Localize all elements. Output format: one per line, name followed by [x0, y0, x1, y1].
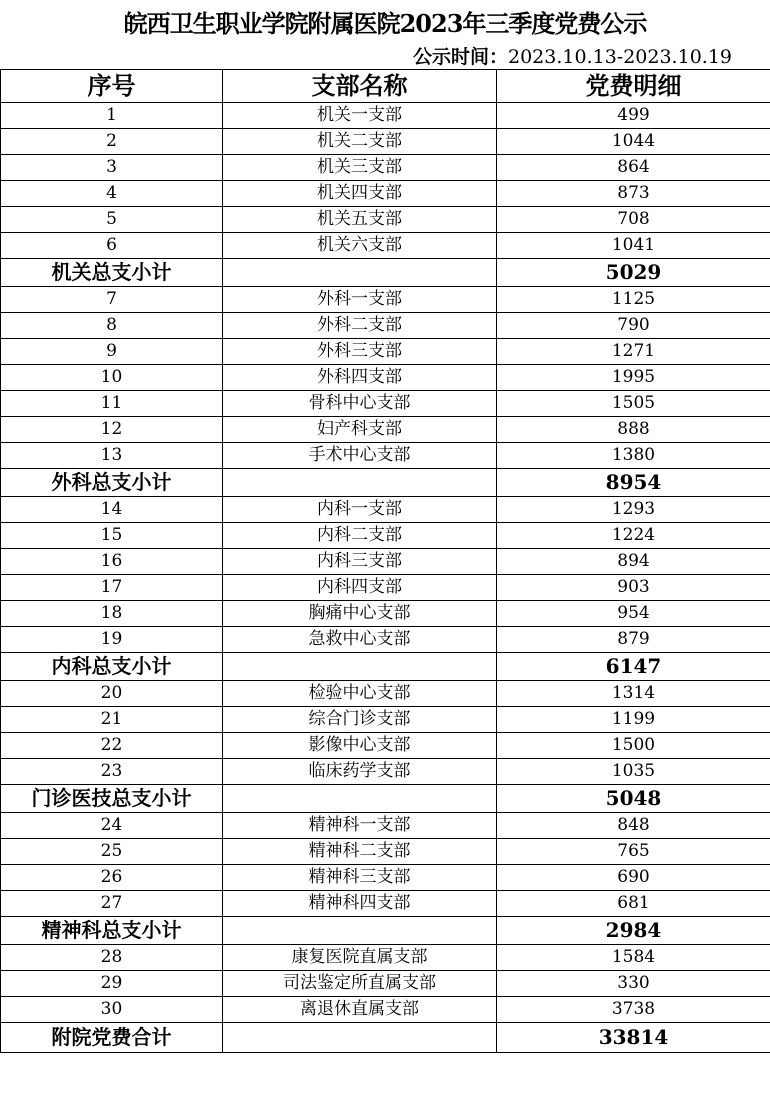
- row-number: 19: [1, 627, 223, 653]
- subtotal-row: [1, 917, 770, 945]
- subtotal-label: 精神科总支小计: [1, 917, 223, 945]
- row-number: 25: [1, 839, 223, 865]
- row-branch-name: 精神科一支部: [223, 813, 497, 839]
- table-row: [1, 313, 770, 339]
- table-header-row: [1, 70, 770, 103]
- row-number: 7: [1, 287, 223, 313]
- subtotal-amount: 5029: [497, 259, 770, 287]
- subtotal-amount: 5048: [497, 785, 770, 813]
- row-branch-name: 外科二支部: [223, 313, 497, 339]
- row-number: 17: [1, 575, 223, 601]
- row-number: 4: [1, 181, 223, 207]
- subtotal-amount: 6147: [497, 653, 770, 681]
- row-fee-amount: 765: [497, 839, 770, 865]
- subtotal-amount: 2984: [497, 917, 770, 945]
- row-fee-amount: 1380: [497, 443, 770, 469]
- subtotal-amount: 8954: [497, 469, 770, 497]
- row-branch-name: 外科一支部: [223, 287, 497, 313]
- table-row: [1, 103, 770, 129]
- row-number: 11: [1, 391, 223, 417]
- row-branch-name: 机关一支部: [223, 103, 497, 129]
- row-fee-amount: 708: [497, 207, 770, 233]
- row-number: 24: [1, 813, 223, 839]
- table-row: [1, 207, 770, 233]
- table-row: [1, 733, 770, 759]
- fee-table: [0, 69, 770, 1053]
- fee-table-body: [1, 70, 770, 1053]
- row-number: 3: [1, 155, 223, 181]
- row-number: 28: [1, 945, 223, 971]
- row-branch-name: 骨科中心支部: [223, 391, 497, 417]
- row-number: 27: [1, 891, 223, 917]
- row-number: 10: [1, 365, 223, 391]
- row-branch-name: 综合门诊支部: [223, 707, 497, 733]
- row-number: 21: [1, 707, 223, 733]
- row-number: 2: [1, 129, 223, 155]
- subtotal-row: [1, 785, 770, 813]
- table-row: [1, 155, 770, 181]
- row-number: 16: [1, 549, 223, 575]
- row-number: 12: [1, 417, 223, 443]
- row-fee-amount: 894: [497, 549, 770, 575]
- table-row: [1, 891, 770, 917]
- table-row: [1, 497, 770, 523]
- row-fee-amount: 1041: [497, 233, 770, 259]
- table-row: [1, 417, 770, 443]
- row-branch-name: 机关五支部: [223, 207, 497, 233]
- row-branch-name: 急救中心支部: [223, 627, 497, 653]
- row-number: 1: [1, 103, 223, 129]
- row-branch-name: 手术中心支部: [223, 443, 497, 469]
- subtotal-row: [1, 259, 770, 287]
- row-branch-name: 外科四支部: [223, 365, 497, 391]
- table-row: [1, 865, 770, 891]
- row-number: 15: [1, 523, 223, 549]
- empty-cell: [223, 785, 497, 813]
- column-header-branch: 支部名称: [223, 70, 497, 103]
- table-row: [1, 129, 770, 155]
- row-branch-name: 内科三支部: [223, 549, 497, 575]
- row-fee-amount: 1995: [497, 365, 770, 391]
- row-branch-name: 检验中心支部: [223, 681, 497, 707]
- row-number: 5: [1, 207, 223, 233]
- publish-period: [413, 42, 732, 69]
- row-fee-amount: 690: [497, 865, 770, 891]
- row-branch-name: 机关六支部: [223, 233, 497, 259]
- row-fee-amount: 864: [497, 155, 770, 181]
- grand-total-label: 附院党费合计: [1, 1023, 223, 1053]
- subtotal-label: 门诊医技总支小计: [1, 785, 223, 813]
- table-row: [1, 443, 770, 469]
- row-fee-amount: 499: [497, 103, 770, 129]
- row-branch-name: 临床药学支部: [223, 759, 497, 785]
- table-row: [1, 707, 770, 733]
- table-row: [1, 523, 770, 549]
- row-fee-amount: 1584: [497, 945, 770, 971]
- row-fee-amount: 879: [497, 627, 770, 653]
- row-fee-amount: 1314: [497, 681, 770, 707]
- table-row: [1, 233, 770, 259]
- row-fee-amount: 1505: [497, 391, 770, 417]
- row-fee-amount: 1125: [497, 287, 770, 313]
- row-number: 20: [1, 681, 223, 707]
- row-fee-amount: 330: [497, 971, 770, 997]
- row-fee-amount: 888: [497, 417, 770, 443]
- grand-total-amount: 33814: [497, 1023, 770, 1053]
- subtotal-row: [1, 653, 770, 681]
- row-branch-name: 机关四支部: [223, 181, 497, 207]
- row-number: 29: [1, 971, 223, 997]
- row-fee-amount: 848: [497, 813, 770, 839]
- row-branch-name: 精神科二支部: [223, 839, 497, 865]
- table-row: [1, 339, 770, 365]
- table-row: [1, 971, 770, 997]
- row-branch-name: 内科二支部: [223, 523, 497, 549]
- row-number: 30: [1, 997, 223, 1023]
- row-branch-name: 司法鉴定所直属支部: [223, 971, 497, 997]
- table-row: [1, 627, 770, 653]
- row-fee-amount: 1271: [497, 339, 770, 365]
- row-number: 6: [1, 233, 223, 259]
- row-fee-amount: 873: [497, 181, 770, 207]
- row-fee-amount: 681: [497, 891, 770, 917]
- table-row: [1, 945, 770, 971]
- table-row: [1, 839, 770, 865]
- row-branch-name: 胸痛中心支部: [223, 601, 497, 627]
- publish-period-label: 公示时间：: [412, 46, 508, 68]
- row-fee-amount: 1224: [497, 523, 770, 549]
- row-fee-amount: 1500: [497, 733, 770, 759]
- row-fee-amount: 1044: [497, 129, 770, 155]
- empty-cell: [223, 259, 497, 287]
- table-row: [1, 759, 770, 785]
- row-branch-name: 妇产科支部: [223, 417, 497, 443]
- row-fee-amount: 790: [497, 313, 770, 339]
- grand-total-row: [1, 1023, 770, 1053]
- row-fee-amount: 1035: [497, 759, 770, 785]
- row-fee-amount: 1199: [497, 707, 770, 733]
- row-number: 22: [1, 733, 223, 759]
- table-row: [1, 575, 770, 601]
- row-branch-name: 精神科三支部: [223, 865, 497, 891]
- row-number: 9: [1, 339, 223, 365]
- document-title: 皖西卫生职业学院附属医院2023年三季度党费公示: [123, 9, 647, 38]
- subtotal-label: 内科总支小计: [1, 653, 223, 681]
- publish-period-value: 2023.10.13-2023.10.19: [508, 46, 732, 68]
- row-fee-amount: 1293: [497, 497, 770, 523]
- row-number: 18: [1, 601, 223, 627]
- empty-cell: [223, 1023, 497, 1053]
- row-branch-name: 离退休直属支部: [223, 997, 497, 1023]
- table-row: [1, 549, 770, 575]
- table-row: [1, 287, 770, 313]
- row-fee-amount: 954: [497, 601, 770, 627]
- subtotal-label: 机关总支小计: [1, 259, 223, 287]
- row-fee-amount: 903: [497, 575, 770, 601]
- row-number: 23: [1, 759, 223, 785]
- row-number: 14: [1, 497, 223, 523]
- table-row: [1, 391, 770, 417]
- empty-cell: [223, 653, 497, 681]
- subtotal-row: [1, 469, 770, 497]
- row-number: 13: [1, 443, 223, 469]
- row-branch-name: 影像中心支部: [223, 733, 497, 759]
- subtotal-label: 外科总支小计: [1, 469, 223, 497]
- table-row: [1, 997, 770, 1023]
- empty-cell: [223, 469, 497, 497]
- row-branch-name: 机关二支部: [223, 129, 497, 155]
- row-branch-name: 机关三支部: [223, 155, 497, 181]
- table-row: [1, 681, 770, 707]
- column-header-number: 序号: [1, 70, 223, 103]
- row-branch-name: 康复医院直属支部: [223, 945, 497, 971]
- column-header-fee: 党费明细: [497, 70, 770, 103]
- empty-cell: [223, 917, 497, 945]
- table-row: [1, 601, 770, 627]
- table-row: [1, 813, 770, 839]
- row-branch-name: 外科三支部: [223, 339, 497, 365]
- table-row: [1, 365, 770, 391]
- table-row: [1, 181, 770, 207]
- row-branch-name: 精神科四支部: [223, 891, 497, 917]
- row-number: 8: [1, 313, 223, 339]
- row-number: 26: [1, 865, 223, 891]
- row-branch-name: 内科四支部: [223, 575, 497, 601]
- row-fee-amount: 3738: [497, 997, 770, 1023]
- row-branch-name: 内科一支部: [223, 497, 497, 523]
